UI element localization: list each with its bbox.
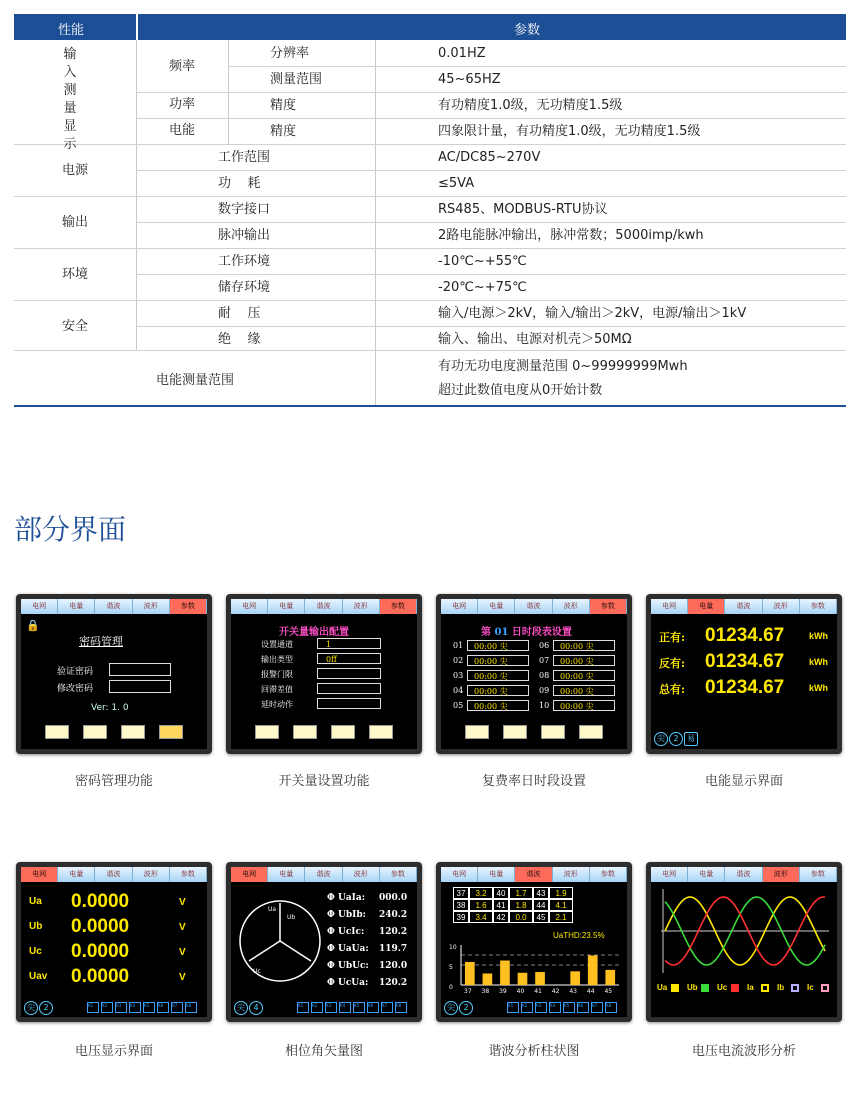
spec-value: 有功精度1.0级，无功精度1.5级 xyxy=(438,98,623,113)
x-tick: 45 xyxy=(604,988,613,995)
header-params: 参数 xyxy=(514,23,541,38)
menu-item[interactable]: 参数 xyxy=(800,599,837,614)
spec-table xyxy=(14,14,846,40)
voltage-unit: V xyxy=(179,922,186,933)
spec-item: 数字接口 xyxy=(218,202,271,217)
caption-switch: 开关量设置功能 xyxy=(278,774,370,789)
legend-label: Ic xyxy=(807,983,814,992)
btn-3[interactable] xyxy=(541,725,565,739)
spec-value: ≤5VA xyxy=(438,176,475,191)
harmonic-cell: 1.9 xyxy=(549,887,573,899)
key-indicator: K2 xyxy=(311,1002,323,1013)
menu-bar xyxy=(651,867,837,882)
menu-item[interactable]: 谐波 xyxy=(515,599,552,614)
slot-number: 01 xyxy=(453,641,464,650)
key-indicator: K5 xyxy=(353,1002,365,1013)
harmonic-bar xyxy=(465,962,475,985)
group-env: 环境 xyxy=(61,267,88,282)
switch-label: 设置通道 xyxy=(261,640,293,649)
key-indicator: K7 xyxy=(171,1002,183,1013)
spec-value: AC/DC85~270V xyxy=(438,150,541,165)
screen-harmonic xyxy=(436,862,632,1022)
switch-label: 延时动作 xyxy=(261,700,293,709)
legend-swatch xyxy=(761,984,769,992)
spec-item: 测量范围 xyxy=(270,72,323,87)
btn-3[interactable] xyxy=(331,725,355,739)
spec-value: 输入、输出、电源对机壳＞50MΩ xyxy=(438,332,632,347)
y-tick: 10 xyxy=(449,944,457,951)
voltage-label: Ua xyxy=(29,896,42,907)
spec-item: 精度 xyxy=(270,98,297,113)
tariff-title: 第 01 日时段表设置 xyxy=(481,627,572,638)
btn-2[interactable] xyxy=(503,725,527,739)
group-safety: 安全 xyxy=(61,319,88,334)
menu-item[interactable]: 电量 xyxy=(268,867,305,882)
harmonic-cell: 0.0 xyxy=(509,911,533,923)
energy-label: 总有: xyxy=(659,683,686,696)
key-indicator: K1 xyxy=(87,1002,99,1013)
phase-value: 119.7 xyxy=(379,944,408,954)
voltage-unit: V xyxy=(179,947,186,958)
caption-energy: 电能显示界面 xyxy=(704,774,783,789)
harmonic-cell: 4.1 xyxy=(549,899,573,911)
axis-ua: Ua xyxy=(268,906,277,913)
phase-label: Φ UcIc: xyxy=(327,927,365,937)
menu-bar xyxy=(21,867,207,882)
harmonic-cell: 37 xyxy=(453,887,469,899)
legend-swatch xyxy=(821,984,829,992)
btn-4[interactable] xyxy=(159,725,183,739)
spec-value: -20℃~+75℃ xyxy=(438,280,527,295)
switch-field[interactable]: 1 xyxy=(317,638,381,649)
caption-password: 密码管理功能 xyxy=(74,774,153,789)
harmonic-cell: 1.6 xyxy=(469,899,493,911)
key-indicator: K1 xyxy=(297,1002,309,1013)
legend-label: Ua xyxy=(657,983,668,992)
slot-number: 02 xyxy=(453,656,464,665)
x-tick: 38 xyxy=(481,988,490,995)
harmonic-cell: 43 xyxy=(533,887,549,899)
slot-field[interactable]: 00:00 尖 xyxy=(553,640,615,651)
slot-number: 09 xyxy=(539,686,550,695)
waveform-chart xyxy=(655,885,833,977)
screen-voltage xyxy=(16,862,212,1022)
badge: 2 xyxy=(669,732,683,746)
key-indicator: K6 xyxy=(577,1002,589,1013)
slot-number: 06 xyxy=(539,641,550,650)
spec-item: 储存环境 xyxy=(218,280,271,295)
harmonic-cell: 41 xyxy=(493,899,509,911)
spec-value: RS485、MODBUS-RTU协议 xyxy=(438,202,608,217)
sub-power: 功率 xyxy=(168,97,195,112)
caption-phase: 相位角矢量图 xyxy=(284,1044,363,1059)
key-indicator: K5 xyxy=(143,1002,155,1013)
slot-field[interactable]: 00:00 尖 xyxy=(467,640,529,651)
menu-item[interactable]: 波形 xyxy=(343,867,380,882)
menu-item[interactable]: 电量 xyxy=(268,599,305,614)
menu-item[interactable]: 电量 xyxy=(58,867,95,882)
slot-number: 05 xyxy=(453,701,464,710)
menu-item[interactable]: 电网 xyxy=(651,599,688,614)
harmonic-bar xyxy=(570,971,580,985)
menu-item[interactable]: 谐波 xyxy=(515,867,552,882)
voltage-unit: V xyxy=(179,972,186,983)
verify-input[interactable] xyxy=(109,663,171,676)
harmonic-cell: 40 xyxy=(493,887,509,899)
key-indicator: K6 xyxy=(367,1002,379,1013)
energy-value: 01234.67 xyxy=(705,625,785,646)
spec-value: 0.01HZ xyxy=(438,46,486,61)
harmonic-bar xyxy=(483,973,493,985)
modify-input[interactable] xyxy=(109,680,171,693)
menu-item[interactable]: 电网 xyxy=(441,599,478,614)
slot-number: 04 xyxy=(453,686,464,695)
btn-1[interactable] xyxy=(465,725,489,739)
harmonic-cell: 3.2 xyxy=(469,887,493,899)
key-indicator: K2 xyxy=(101,1002,113,1013)
menu-item[interactable]: 谐波 xyxy=(725,867,762,882)
slot-field[interactable]: 00:00 尖 xyxy=(467,685,529,696)
menu-bar xyxy=(441,867,627,882)
key-indicator: K3 xyxy=(535,1002,547,1013)
spec-item: 工作环境 xyxy=(218,254,271,269)
range-value-1: 有功无功电度测量范围 0~99999999Mwh xyxy=(438,359,688,374)
key-indicator: K4 xyxy=(339,1002,351,1013)
legend-label: Uc xyxy=(717,983,728,992)
slot-number: 08 xyxy=(539,671,550,680)
badge: 尖 xyxy=(24,1001,38,1015)
switch-field[interactable] xyxy=(317,668,381,679)
harmonic-cell: 1.8 xyxy=(509,899,533,911)
badge: 2 xyxy=(459,1001,473,1015)
menu-item[interactable]: 电网 xyxy=(441,867,478,882)
x-tick: 43 xyxy=(569,988,577,995)
screen-wave xyxy=(646,862,842,1022)
x-tick: 39 xyxy=(499,988,507,995)
harmonic-cell: 44 xyxy=(533,899,549,911)
menu-item[interactable]: 波形 xyxy=(343,599,380,614)
btn-2[interactable] xyxy=(293,725,317,739)
key-indicator: K4 xyxy=(129,1002,141,1013)
group-output: 输出 xyxy=(61,215,88,230)
slot-number: 10 xyxy=(539,701,550,710)
spec-value: -10℃~+55℃ xyxy=(438,254,527,269)
btn-3[interactable] xyxy=(121,725,145,739)
harmonic-bar xyxy=(588,955,598,985)
key-indicator: K8 xyxy=(185,1002,197,1013)
x-tick: 41 xyxy=(534,988,542,995)
legend-swatch xyxy=(791,984,799,992)
phase-label: Φ UbUc: xyxy=(327,961,369,971)
switch-field[interactable]: 0ff xyxy=(317,653,381,664)
menu-item[interactable]: 谐波 xyxy=(95,599,132,614)
slot-field[interactable]: 00:00 尖 xyxy=(467,700,529,711)
key-indicator: K4 xyxy=(549,1002,561,1013)
voltage-label: Ub xyxy=(29,921,43,932)
slot-field[interactable]: 00:00 尖 xyxy=(553,655,615,666)
screen-password xyxy=(16,594,212,754)
password-title: 密码管理 xyxy=(79,635,123,648)
phase-vector-diagram xyxy=(235,889,325,989)
menu-bar xyxy=(21,599,207,614)
x-tick: 42 xyxy=(551,988,560,995)
menu-item[interactable]: 波形 xyxy=(553,867,590,882)
harmonic-bar xyxy=(500,961,510,985)
version-text: Ver: 1. 0 xyxy=(91,703,129,713)
menu-item[interactable]: 参数 xyxy=(380,867,417,882)
menu-item[interactable]: 谐波 xyxy=(95,867,132,882)
energy-unit: kWh xyxy=(809,683,828,693)
phase-label: Φ UaUa: xyxy=(327,944,369,954)
energy-value: 01234.67 xyxy=(705,651,785,672)
spec-value: 四象限计量，有功精度1.0级，无功精度1.5级 xyxy=(438,124,701,139)
switch-field[interactable] xyxy=(317,683,381,694)
caption-harmonic: 谐波分析柱状图 xyxy=(488,1044,580,1059)
menu-bar xyxy=(651,599,837,614)
slot-field[interactable]: 00:00 尖 xyxy=(467,655,529,666)
legend-swatch xyxy=(701,984,709,992)
harmonic-cell: 42 xyxy=(493,911,509,923)
menu-item[interactable]: 电网 xyxy=(21,599,58,614)
modify-label: 修改密码 xyxy=(57,684,94,694)
legend-label: Ia xyxy=(747,983,754,992)
voltage-label: Uc xyxy=(29,946,42,957)
menu-bar xyxy=(231,867,417,882)
harmonic-cell: 1.7 xyxy=(509,887,533,899)
x-tick: 37 xyxy=(464,988,472,995)
menu-item[interactable]: 谐波 xyxy=(725,599,762,614)
phase-value: 120.2 xyxy=(379,927,408,937)
menu-bar xyxy=(441,599,627,614)
spec-value: 2路电能脉冲输出，脉冲常数；5000imp/kwh xyxy=(438,228,704,243)
key-indicator: K5 xyxy=(563,1002,575,1013)
harmonic-cell: 39 xyxy=(453,911,469,923)
menu-item[interactable]: 参数 xyxy=(590,867,627,882)
btn-4[interactable] xyxy=(579,725,603,739)
spec-item: 绝 缘 xyxy=(218,332,261,347)
screen-phase xyxy=(226,862,422,1022)
key-indicator: K3 xyxy=(325,1002,337,1013)
key-indicator: K8 xyxy=(605,1002,617,1013)
legend-swatch xyxy=(671,984,679,992)
harmonic-cell: 3.4 xyxy=(469,911,493,923)
menu-item[interactable]: 参数 xyxy=(380,599,417,614)
phase-value: 240.2 xyxy=(379,910,408,920)
voltage-value: 0.0000 xyxy=(71,891,130,912)
energy-unit: kWh xyxy=(809,657,828,667)
legend-label: Ib xyxy=(777,983,785,992)
energy-unit: kWh xyxy=(809,631,828,641)
key-indicator: K7 xyxy=(591,1002,603,1013)
menu-item[interactable]: 电量 xyxy=(478,867,515,882)
verify-label: 验证密码 xyxy=(57,667,94,677)
slot-number: 03 xyxy=(453,671,464,680)
energy-label: 反有: xyxy=(659,657,686,670)
harmonic-cell: 38 xyxy=(453,899,469,911)
btn-1[interactable] xyxy=(255,725,279,739)
menu-item[interactable]: 波形 xyxy=(763,599,800,614)
phase-value: 120.0 xyxy=(379,961,408,971)
menu-item[interactable]: 电量 xyxy=(688,867,725,882)
switch-label: 输出类型 xyxy=(261,655,293,664)
menu-item[interactable]: 电量 xyxy=(58,599,95,614)
harmonic-cell: 45 xyxy=(533,911,549,923)
caption-tariff: 复费率日时段设置 xyxy=(481,774,586,789)
badge: 易 xyxy=(684,732,698,746)
menu-item[interactable]: 参数 xyxy=(170,599,207,614)
badge: 尖 xyxy=(654,732,668,746)
sub-energy: 电能 xyxy=(168,123,195,138)
voltage-value: 0.0000 xyxy=(71,966,130,987)
sub-frequency: 频率 xyxy=(168,59,195,74)
phase-label: Φ UbIb: xyxy=(327,910,366,920)
key-indicator: K7 xyxy=(381,1002,393,1013)
energy-value: 01234.67 xyxy=(705,677,785,698)
menu-item[interactable]: 波形 xyxy=(763,867,800,882)
key-indicator: K8 xyxy=(395,1002,407,1013)
spec-item: 分辨率 xyxy=(270,46,310,61)
btn-4[interactable] xyxy=(369,725,393,739)
slot-field[interactable]: 00:00 尖 xyxy=(467,670,529,681)
energy-label: 正有: xyxy=(659,631,686,644)
legend-label: Ub xyxy=(687,983,698,992)
menu-bar xyxy=(231,599,417,614)
range-value-2: 超过此数值电度从0开始计数 xyxy=(438,383,603,398)
menu-item[interactable]: 参数 xyxy=(170,867,207,882)
thd-value: UaTHD:23.5% xyxy=(553,931,605,940)
key-indicator: K1 xyxy=(507,1002,519,1013)
menu-item[interactable]: 电网 xyxy=(21,867,58,882)
harmonic-bar xyxy=(535,972,545,985)
harmonic-bar xyxy=(518,973,528,985)
key-indicator: K3 xyxy=(115,1002,127,1013)
menu-item[interactable]: 谐波 xyxy=(305,599,342,614)
legend-swatch xyxy=(731,984,739,992)
switch-label: 报警门限 xyxy=(261,670,293,679)
lock-icon: 🔒 xyxy=(26,619,40,632)
spec-header xyxy=(14,14,846,40)
spec-item: 耐 压 xyxy=(218,306,261,321)
key-indicator: K6 xyxy=(157,1002,169,1013)
switch-field[interactable] xyxy=(317,698,381,709)
switch-label: 回滞差值 xyxy=(261,685,293,694)
btn-1[interactable] xyxy=(45,725,69,739)
menu-item[interactable]: 电网 xyxy=(231,599,268,614)
spec-value: 输入/电源＞2kV，输入/输出＞2kV，电源/输出＞1kV xyxy=(438,306,747,321)
menu-item[interactable]: 电量 xyxy=(688,599,725,614)
harmonic-bar xyxy=(605,970,615,985)
group-power: 电源 xyxy=(61,163,88,178)
voltage-label: Uav xyxy=(29,971,48,982)
group-range: 电能测量范围 xyxy=(155,373,234,388)
slot-number: 07 xyxy=(539,656,550,665)
phase-label: Φ UcUa: xyxy=(327,978,369,988)
header-performance: 性能 xyxy=(58,23,85,38)
btn-2[interactable] xyxy=(83,725,107,739)
menu-item[interactable]: 谐波 xyxy=(305,867,342,882)
badge: 4 xyxy=(249,1001,263,1015)
spec-item: 功 耗 xyxy=(218,176,261,191)
menu-item[interactable]: 电网 xyxy=(231,867,268,882)
menu-item[interactable]: 电量 xyxy=(478,599,515,614)
phase-value: 000.0 xyxy=(379,893,408,903)
voltage-value: 0.0000 xyxy=(71,941,130,962)
menu-item[interactable]: 电网 xyxy=(651,867,688,882)
voltage-unit: V xyxy=(179,897,186,908)
y-tick: 5 xyxy=(449,964,453,971)
group-input-display: 输 入 测 量 显 示 xyxy=(63,47,77,152)
badge: 尖 xyxy=(234,1001,248,1015)
harmonic-cell: 2.1 xyxy=(549,911,573,923)
screen-energy xyxy=(646,594,842,754)
caption-wave: 电压电流波形分析 xyxy=(691,1044,796,1059)
slot-field[interactable]: 00:00 尖 xyxy=(553,700,615,711)
screen-tariff xyxy=(436,594,632,754)
phase-value: 120.2 xyxy=(379,978,408,988)
harmonic-chart xyxy=(447,937,623,995)
slot-field[interactable]: 00:00 尖 xyxy=(553,670,615,681)
badge: 2 xyxy=(39,1001,53,1015)
spec-item: 工作范围 xyxy=(218,150,271,165)
axis-uc: Uc xyxy=(253,968,261,975)
axis-ub: Ub xyxy=(287,914,296,921)
y-tick: 0 xyxy=(449,984,453,991)
voltage-value: 0.0000 xyxy=(71,916,130,937)
menu-item[interactable]: 参数 xyxy=(800,867,837,882)
menu-item[interactable]: 波形 xyxy=(133,867,170,882)
caption-voltage: 电压显示界面 xyxy=(74,1044,153,1059)
section-title: 部分界面 xyxy=(14,513,127,546)
spec-item: 精度 xyxy=(270,124,297,139)
x-tick: 40 xyxy=(516,988,525,995)
switch-title: 开关量输出配置 xyxy=(279,627,349,638)
screen-switch xyxy=(226,594,422,754)
badge: 尖 xyxy=(444,1001,458,1015)
menu-item[interactable]: 波形 xyxy=(133,599,170,614)
key-indicator: K2 xyxy=(521,1002,533,1013)
spec-value: 45~65HZ xyxy=(438,72,501,87)
slot-field[interactable]: 00:00 尖 xyxy=(553,685,615,696)
spec-item: 脉冲输出 xyxy=(218,228,271,243)
menu-item[interactable]: 参数 xyxy=(590,599,627,614)
x-tick: 44 xyxy=(586,988,595,995)
phase-label: Φ UaIa: xyxy=(327,893,366,903)
menu-item[interactable]: 波形 xyxy=(553,599,590,614)
